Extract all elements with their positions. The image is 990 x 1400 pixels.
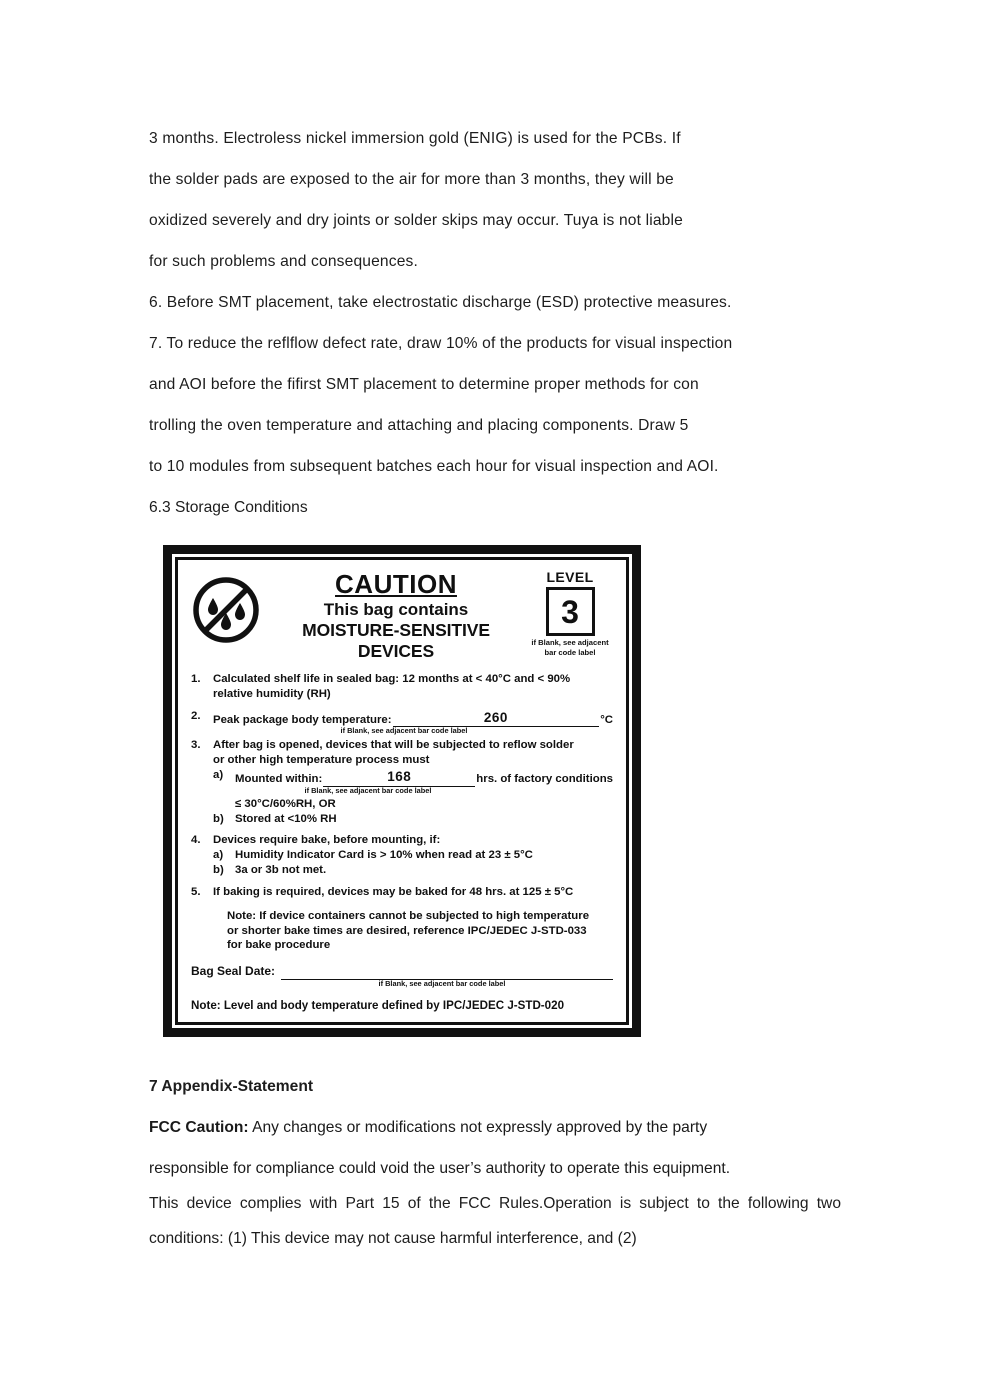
item-number: 4. xyxy=(191,834,201,847)
note-line3: for bake procedure xyxy=(227,939,331,952)
label-item-3 xyxy=(191,738,613,826)
item-3b xyxy=(213,812,613,827)
bake-procedure-note xyxy=(191,909,613,953)
label-title-block xyxy=(265,569,527,662)
label-header xyxy=(191,569,613,665)
item-3a-prefix: Mounted within: xyxy=(235,773,323,786)
standard-reference-note: Note: Level and body temperature defined by IPC/JEDEC J-STD-020 xyxy=(191,998,565,1012)
bag-seal-date-row xyxy=(191,964,613,980)
fcc-caution-text: Any changes or modifications not expressly approved by the party xyxy=(248,1119,708,1136)
fcc-caution-label: FCC Caution: xyxy=(149,1119,249,1136)
section-heading: 6.3 Storage Conditions xyxy=(149,499,308,516)
item-4a-text: Humidity Indicator Card is > 10% when read at 23 ± 5°C xyxy=(235,849,533,862)
peak-temperature-blank-caption: if Blank, see adjacent bar code label xyxy=(340,726,468,736)
bag-seal-date-blank xyxy=(281,966,613,980)
label-outer-border xyxy=(163,545,641,1037)
body-paragraph: 7. To reduce the reflflow defect rate, draw 10% of the products for visual inspection xyxy=(149,335,733,352)
item-2-prefix: Peak package body temperature: xyxy=(213,713,392,726)
peak-temperature-blank xyxy=(393,709,600,728)
body-paragraph: 6. Before SMT placement, take electrostatic discharge (ESD) protective measures. xyxy=(149,294,732,311)
note-line2: or shorter bake times are desired, reference IPC/JEDEC J-STD-033 xyxy=(227,924,587,937)
item-4b-text: 3a or 3b not met. xyxy=(235,864,327,877)
label-item-1 xyxy=(191,672,613,702)
item-2-suffix: °C xyxy=(600,713,613,726)
item-text xyxy=(213,709,613,737)
sub-label: a) xyxy=(213,769,224,782)
appendix-block xyxy=(149,1066,841,1189)
body-paragraph: the solder pads are exposed to the air for more than 3 months, they will be xyxy=(149,171,674,188)
item-text xyxy=(213,738,613,826)
body-paragraph: trolling the oven temperature and attaching and placing components. Draw 5 xyxy=(149,417,689,434)
body-paragraph: oxidized severely and dry joints or solder skips may occur. Tuya is not liable xyxy=(149,212,683,229)
bag-contains-subtitle: This bag contains xyxy=(323,599,469,619)
mounted-within-value: 168 xyxy=(387,769,412,785)
item-text xyxy=(213,833,613,877)
mounted-within-blank-caption: if Blank, see adjacent bar code label xyxy=(304,785,432,795)
item-4b xyxy=(213,863,613,878)
body-paragraph: to 10 modules from subsequent batches each hour for visual inspection and AOI. xyxy=(149,458,719,475)
mounted-within-blank xyxy=(323,768,475,787)
label-item-4 xyxy=(191,833,613,877)
sub-label: a) xyxy=(213,849,224,862)
item-4-line1: Devices require bake, before mounting, if: xyxy=(213,834,441,847)
moisture-sensitive-devices-line: MOISTURE-SENSITIVE DEVICES xyxy=(302,619,490,661)
bag-seal-date-caption: if Blank, see adjacent bar code label xyxy=(378,978,506,988)
fcc-caution-paragraph xyxy=(149,1107,841,1148)
level-footnote xyxy=(527,638,613,657)
appendix-heading: 7 Appendix-Statement xyxy=(149,1078,314,1095)
fcc-caution-paragraph-line2: responsible for compliance could void the user’s authority to operate this equipment. xyxy=(149,1160,731,1177)
level-label: LEVEL xyxy=(546,569,594,585)
body-text-block xyxy=(149,118,841,528)
sub-label: b) xyxy=(213,812,224,825)
item-3a xyxy=(213,768,613,796)
item-3b-text: Stored at <10% RH xyxy=(235,812,337,825)
note-line1: Note: If device containers cannot be subjected to high temperature xyxy=(227,909,590,922)
compliance-line2: conditions: (1) This device may not cause harmful interference, and (2) xyxy=(149,1230,637,1247)
level-footnote-line2: bar code label xyxy=(544,647,596,657)
level-footnote-line1: if Blank, see adjacent xyxy=(531,638,609,648)
item-1-line1: Calculated shelf life in sealed bag: 12 months at < 40°C and < 90% xyxy=(213,673,571,685)
item-4a xyxy=(213,848,613,863)
body-paragraph: for such problems and consequences. xyxy=(149,253,418,270)
label-inner-border xyxy=(175,557,629,1025)
item-number: 5. xyxy=(191,885,201,898)
sub-label: b) xyxy=(213,864,224,877)
moisture-sensitivity-level-block xyxy=(527,569,613,657)
body-paragraph: and AOI before the fifirst SMT placement to determine proper methods for con xyxy=(149,376,699,393)
label-items-list xyxy=(191,672,613,1013)
caution-title: CAUTION xyxy=(335,569,457,599)
item-3a-suffix: hrs. of factory conditions xyxy=(476,773,613,786)
item-5-text: If baking is required, devices may be baked for 48 hrs. at 125 ± 5°C xyxy=(213,885,574,898)
peak-temperature-value: 260 xyxy=(483,709,508,725)
label-item-2 xyxy=(191,709,613,737)
item-3-condition: ≤ 30°C/60%RH, OR xyxy=(235,797,336,810)
no-moisture-icon xyxy=(191,569,265,645)
item-3-line2: or other high temperature process must xyxy=(213,754,430,767)
compliance-line1: This device complies with Part 15 of the FCC Rules.Operation is subject to the following two xyxy=(149,1195,841,1212)
item-number: 2. xyxy=(191,709,201,722)
fcc-compliance-paragraph xyxy=(149,1186,841,1256)
msd-caution-label-figure xyxy=(163,545,641,1037)
body-paragraph: 3 months. Electroless nickel immersion gold (ENIG) is used for the PCBs. If xyxy=(149,130,681,147)
level-value-box: 3 xyxy=(546,587,595,636)
item-1-line2: relative humidity (RH) xyxy=(213,687,331,700)
item-number: 3. xyxy=(191,739,201,752)
item-number: 1. xyxy=(191,673,201,685)
bag-seal-date-label: Bag Seal Date: xyxy=(191,964,276,979)
item-text xyxy=(213,672,613,702)
label-item-5 xyxy=(191,885,613,900)
item-3-line1: After bag is opened, devices that will be subjected to reflow solder xyxy=(213,739,574,752)
